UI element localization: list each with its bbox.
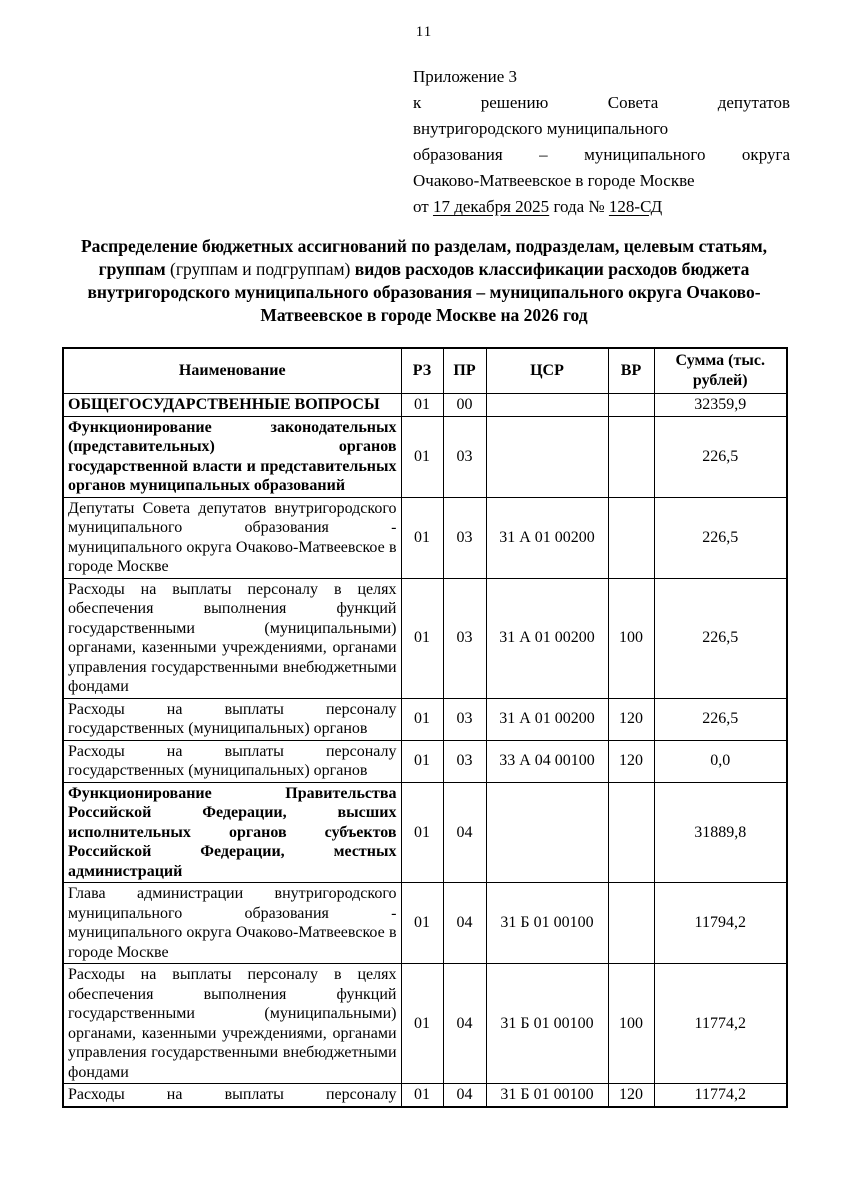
vr-cell bbox=[608, 883, 654, 964]
vr-cell bbox=[608, 394, 654, 417]
vr-cell bbox=[608, 497, 654, 578]
name-cell: Депутаты Совета депутатов внутригородского муниципального образования - муниципального округа Очаково-Матвеевское в городе Москве bbox=[63, 497, 401, 578]
rz-cell: 01 bbox=[401, 578, 443, 698]
sum-cell: 226,5 bbox=[654, 497, 787, 578]
budget-table-body bbox=[63, 394, 787, 1107]
rz-cell: 01 bbox=[401, 698, 443, 740]
table-row bbox=[63, 698, 787, 740]
pr-cell: 03 bbox=[443, 578, 486, 698]
date-prefix: от bbox=[413, 197, 433, 216]
appendix-header-date-line bbox=[413, 194, 790, 220]
sum-cell: 31889,8 bbox=[654, 782, 787, 883]
vr-cell: 120 bbox=[608, 740, 654, 782]
csr-cell: 31 Б 01 00100 bbox=[486, 964, 608, 1084]
budget-table bbox=[62, 347, 788, 1108]
table-row bbox=[63, 740, 787, 782]
sum-cell: 11774,2 bbox=[654, 964, 787, 1084]
table-row bbox=[63, 394, 787, 417]
col-header-csr: ЦСР bbox=[486, 348, 608, 394]
rz-cell: 01 bbox=[401, 497, 443, 578]
pr-cell: 04 bbox=[443, 1084, 486, 1107]
vr-cell bbox=[608, 782, 654, 883]
rz-cell: 01 bbox=[401, 883, 443, 964]
name-cell: Глава администрации внутригородского муниципального образования - муниципального округа Очаково-Матвеевское в городе Москве bbox=[63, 883, 401, 964]
pr-cell: 04 bbox=[443, 964, 486, 1084]
csr-cell bbox=[486, 394, 608, 417]
name-cell: Расходы на выплаты персоналу государственных (муниципальных) органов bbox=[63, 740, 401, 782]
title-bold-end: видов расходов классификации расходов бюджета внутригородского муниципального образования – муниципального округа Очаково-Матвеевское в городе Москве на 2026 год bbox=[87, 259, 761, 325]
col-header-rz: РЗ bbox=[401, 348, 443, 394]
csr-cell: 31 А 01 00200 bbox=[486, 698, 608, 740]
appendix-header bbox=[413, 64, 790, 220]
csr-cell bbox=[486, 782, 608, 883]
pr-cell: 04 bbox=[443, 782, 486, 883]
pr-cell: 03 bbox=[443, 698, 486, 740]
vr-cell bbox=[608, 416, 654, 497]
pr-cell: 03 bbox=[443, 497, 486, 578]
col-header-pr: ПР bbox=[443, 348, 486, 394]
budget-table-header bbox=[63, 348, 787, 394]
rz-cell: 01 bbox=[401, 782, 443, 883]
header-row bbox=[63, 348, 787, 394]
csr-cell bbox=[486, 416, 608, 497]
document-title bbox=[80, 235, 768, 327]
sum-cell: 11774,2 bbox=[654, 1084, 787, 1107]
name-cell: Расходы на выплаты персоналу в целях обеспечения выполнения функций государственными (муниципальными) органами, казенными учреждениями, органами управления государственными внебюджетными фондами bbox=[63, 578, 401, 698]
pr-cell: 03 bbox=[443, 740, 486, 782]
table-row bbox=[63, 1084, 787, 1107]
table-row bbox=[63, 883, 787, 964]
date-middle: года № bbox=[549, 197, 609, 216]
col-header-vr: ВР bbox=[608, 348, 654, 394]
name-cell: Расходы на выплаты персоналу bbox=[63, 1084, 401, 1107]
table-row bbox=[63, 416, 787, 497]
title-normal-middle: (группам и подгруппам) bbox=[170, 259, 351, 279]
title-bold-start: Распределение бюджетных ассигнований по разделам, подразделам, целевым статьям, группам bbox=[80, 236, 768, 279]
decision-number: 128-СД bbox=[608, 197, 663, 216]
sum-cell: 226,5 bbox=[654, 416, 787, 497]
col-header-sum: Сумма (тыс. рублей) bbox=[654, 348, 787, 394]
rz-cell: 01 bbox=[401, 416, 443, 497]
vr-cell: 100 bbox=[608, 578, 654, 698]
vr-cell: 120 bbox=[608, 1084, 654, 1107]
appendix-header-line: образования – муниципального округа bbox=[413, 145, 790, 164]
page-number: 11 bbox=[415, 24, 433, 40]
rz-cell: 01 bbox=[401, 1084, 443, 1107]
sum-cell: 226,5 bbox=[654, 698, 787, 740]
table-row bbox=[63, 782, 787, 883]
appendix-header-line: к решению Совета депутатов bbox=[413, 93, 790, 112]
csr-cell: 31 Б 01 00100 bbox=[486, 1084, 608, 1107]
appendix-header-line: Приложение 3 bbox=[413, 67, 517, 86]
name-cell: Функционирование законодательных (представительных) органов государственной власти и представительных органов муниципальных образований bbox=[63, 416, 401, 497]
sum-cell: 32359,9 bbox=[654, 394, 787, 417]
name-cell: Функционирование Правительства Российской Федерации, высших исполнительных органов субъектов Российской Федерации, местных администраций bbox=[63, 782, 401, 883]
name-cell: ОБЩЕГОСУДАРСТВЕННЫЕ ВОПРОСЫ bbox=[63, 394, 401, 417]
table-row bbox=[63, 497, 787, 578]
pr-cell: 00 bbox=[443, 394, 486, 417]
rz-cell: 01 bbox=[401, 394, 443, 417]
col-header-name: Наименование bbox=[63, 348, 401, 394]
csr-cell: 31 А 01 00200 bbox=[486, 578, 608, 698]
pr-cell: 03 bbox=[443, 416, 486, 497]
rz-cell: 01 bbox=[401, 740, 443, 782]
csr-cell: 31 А 01 00200 bbox=[486, 497, 608, 578]
appendix-header-line: внутригородского муниципального bbox=[413, 119, 669, 138]
sum-cell: 0,0 bbox=[654, 740, 787, 782]
rz-cell: 01 bbox=[401, 964, 443, 1084]
table-row bbox=[63, 578, 787, 698]
csr-cell: 31 Б 01 00100 bbox=[486, 883, 608, 964]
name-cell: Расходы на выплаты персоналу в целях обеспечения выполнения функций государственными (муниципальными) органами, казенными учреждениями, органами управления государственными внебюджетными фондами bbox=[63, 964, 401, 1084]
vr-cell: 120 bbox=[608, 698, 654, 740]
decision-date: 17 декабря 2025 bbox=[432, 197, 550, 216]
csr-cell: 33 А 04 00100 bbox=[486, 740, 608, 782]
vr-cell: 100 bbox=[608, 964, 654, 1084]
name-cell: Расходы на выплаты персоналу государственных (муниципальных) органов bbox=[63, 698, 401, 740]
sum-cell: 11794,2 bbox=[654, 883, 787, 964]
pr-cell: 04 bbox=[443, 883, 486, 964]
sum-cell: 226,5 bbox=[654, 578, 787, 698]
table-row bbox=[63, 964, 787, 1084]
appendix-header-line: Очаково-Матвеевское в городе Москве bbox=[413, 171, 695, 190]
